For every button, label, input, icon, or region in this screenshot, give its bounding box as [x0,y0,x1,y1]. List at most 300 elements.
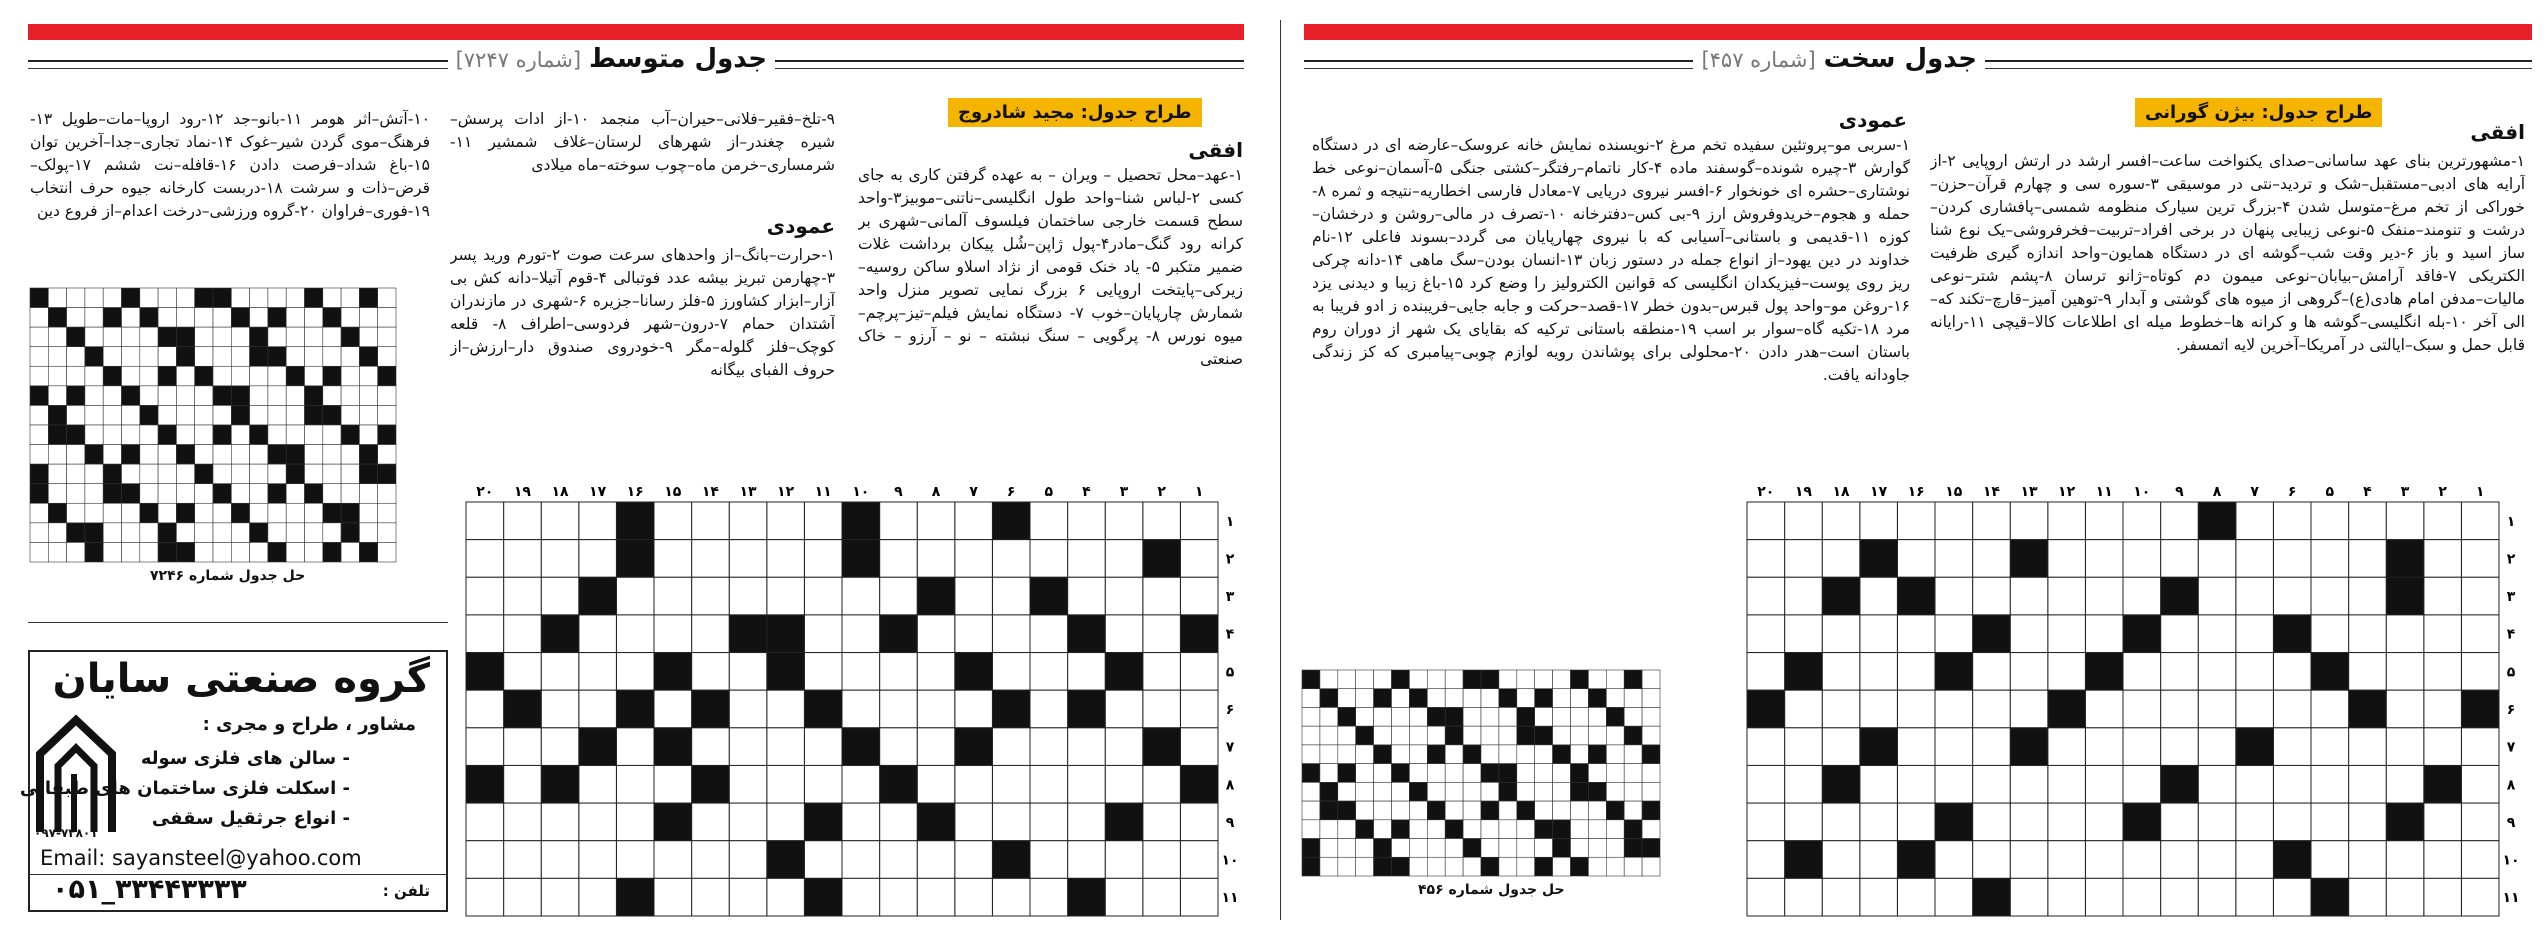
right-grid-cell[interactable] [2010,653,2048,691]
right-grid-cell[interactable] [1935,615,1973,653]
left-grid-cell[interactable] [1105,502,1143,540]
right-grid-cell[interactable] [1747,878,1785,916]
right-grid-cell[interactable] [2273,765,2311,803]
right-grid-cell[interactable] [2085,728,2123,766]
left-grid-cell[interactable] [1105,878,1143,916]
right-grid-cell[interactable] [1785,502,1823,540]
left-grid-cell[interactable] [729,728,767,766]
right-grid-cell[interactable] [2349,728,2387,766]
left-grid-cell[interactable] [842,653,880,691]
right-grid-cell[interactable] [1935,690,1973,728]
right-grid-cell[interactable] [1897,803,1935,841]
right-grid-cell[interactable] [1747,765,1785,803]
right-grid-cell[interactable] [2273,728,2311,766]
left-grid-cell[interactable] [842,690,880,728]
right-grid-cell[interactable] [1973,577,2011,615]
left-grid-cell[interactable] [466,577,504,615]
left-grid-cell[interactable] [692,803,730,841]
left-grid-cell[interactable] [1030,803,1068,841]
left-grid-cell[interactable] [917,502,955,540]
left-grid-cell[interactable] [917,765,955,803]
right-grid-cell[interactable] [2236,615,2274,653]
left-grid-cell[interactable] [692,502,730,540]
left-grid-cell[interactable] [767,690,805,728]
left-grid-cell[interactable] [654,878,692,916]
left-grid-cell[interactable] [616,728,654,766]
left-grid-cell[interactable] [917,615,955,653]
right-grid-cell[interactable] [2236,653,2274,691]
right-grid-cell[interactable] [2386,653,2424,691]
left-grid-cell[interactable] [729,577,767,615]
left-grid-cell[interactable] [692,615,730,653]
left-grid-cell[interactable] [842,577,880,615]
right-grid-cell[interactable] [2273,878,2311,916]
right-grid-cell[interactable] [2424,690,2462,728]
left-grid-cell[interactable] [654,577,692,615]
right-grid-cell[interactable] [2198,803,2236,841]
right-grid-cell[interactable] [1860,765,1898,803]
left-grid-cell[interactable] [504,803,542,841]
left-grid-cell[interactable] [917,878,955,916]
left-grid-cell[interactable] [992,540,1030,578]
left-grid-cell[interactable] [616,653,654,691]
right-grid-cell[interactable] [1860,841,1898,879]
right-grid-cell[interactable] [2198,878,2236,916]
left-grid-cell[interactable] [692,540,730,578]
left-grid-cell[interactable] [880,577,918,615]
left-grid-cell[interactable] [1068,540,1106,578]
right-grid-cell[interactable] [2010,803,2048,841]
left-grid-cell[interactable] [1105,690,1143,728]
right-grid-cell[interactable] [1973,728,2011,766]
right-grid-cell[interactable] [2048,728,2086,766]
right-grid-cell[interactable] [1747,540,1785,578]
right-grid-cell[interactable] [1785,728,1823,766]
right-grid-cell[interactable] [2236,841,2274,879]
left-grid-cell[interactable] [1143,690,1181,728]
left-grid-cell[interactable] [541,502,579,540]
right-grid-cell[interactable] [1897,728,1935,766]
left-grid-cell[interactable] [504,502,542,540]
right-grid-cell[interactable] [2010,841,2048,879]
left-grid-cell[interactable] [1068,577,1106,615]
left-grid-cell[interactable] [1105,577,1143,615]
left-grid-cell[interactable] [1030,841,1068,879]
right-grid-cell[interactable] [2010,615,2048,653]
right-grid-cell[interactable] [2161,502,2199,540]
left-grid-cell[interactable] [880,803,918,841]
right-grid-cell[interactable] [2461,577,2499,615]
left-grid-cell[interactable] [579,878,617,916]
right-grid-cell[interactable] [2311,765,2349,803]
right-grid-cell[interactable] [1785,577,1823,615]
right-grid-cell[interactable] [2198,841,2236,879]
right-grid-cell[interactable] [2349,577,2387,615]
left-grid-cell[interactable] [504,540,542,578]
left-grid-cell[interactable] [1105,765,1143,803]
right-grid-cell[interactable] [1822,653,1860,691]
right-grid-cell[interactable] [2386,765,2424,803]
right-grid-cell[interactable] [2085,540,2123,578]
left-grid-cell[interactable] [579,502,617,540]
right-grid-cell[interactable] [2198,765,2236,803]
right-grid-cell[interactable] [2273,540,2311,578]
left-grid-cell[interactable] [541,878,579,916]
left-grid-cell[interactable] [579,841,617,879]
right-grid-cell[interactable] [2386,841,2424,879]
right-grid-cell[interactable] [2123,728,2161,766]
left-grid-cell[interactable] [880,540,918,578]
right-grid-cell[interactable] [2123,653,2161,691]
left-grid-cell[interactable] [466,502,504,540]
left-grid-cell[interactable] [955,841,993,879]
right-grid-cell[interactable] [1973,502,2011,540]
right-grid-cell[interactable] [2085,765,2123,803]
left-grid-cell[interactable] [804,765,842,803]
left-grid-cell[interactable] [692,577,730,615]
right-grid-cell[interactable] [2198,690,2236,728]
left-grid-cell[interactable] [579,803,617,841]
left-grid-cell[interactable] [692,841,730,879]
left-grid-cell[interactable] [955,690,993,728]
right-grid-cell[interactable] [1897,540,1935,578]
left-grid-cell[interactable] [1030,765,1068,803]
left-grid-cell[interactable] [880,502,918,540]
left-grid-cell[interactable] [729,803,767,841]
right-grid-cell[interactable] [2123,577,2161,615]
right-grid-cell[interactable] [1747,841,1785,879]
left-grid-cell[interactable] [1180,728,1218,766]
ad-email[interactable]: Email: sayansteel@yahoo.com [40,846,362,870]
right-grid-cell[interactable] [2349,502,2387,540]
right-grid-cell[interactable] [2161,878,2199,916]
left-grid-cell[interactable] [466,803,504,841]
right-grid-cell[interactable] [2048,540,2086,578]
right-grid-cell[interactable] [2010,577,2048,615]
right-grid-cell[interactable] [2273,690,2311,728]
right-grid-cell[interactable] [2161,540,2199,578]
left-grid-cell[interactable] [955,803,993,841]
left-grid-cell[interactable] [880,878,918,916]
right-grid-cell[interactable] [2161,615,2199,653]
left-grid-cell[interactable] [955,765,993,803]
left-grid-cell[interactable] [992,728,1030,766]
left-grid-cell[interactable] [1068,803,1106,841]
right-grid-cell[interactable] [2349,540,2387,578]
left-grid-cell[interactable] [1180,878,1218,916]
left-grid-cell[interactable] [767,502,805,540]
right-grid-cell[interactable] [2386,690,2424,728]
right-grid-cell[interactable] [2424,615,2462,653]
left-grid-cell[interactable] [880,728,918,766]
left-grid-cell[interactable] [579,653,617,691]
left-grid-cell[interactable] [616,765,654,803]
left-grid-cell[interactable] [1143,615,1181,653]
right-grid-cell[interactable] [1747,803,1785,841]
right-grid-cell[interactable] [1747,615,1785,653]
right-grid-cell[interactable] [2461,728,2499,766]
left-grid-cell[interactable] [1143,577,1181,615]
right-grid-cell[interactable] [2010,502,2048,540]
left-grid-cell[interactable] [992,653,1030,691]
left-grid-cell[interactable] [1105,728,1143,766]
left-grid-cell[interactable] [654,540,692,578]
left-grid-cell[interactable] [842,803,880,841]
left-grid-cell[interactable] [1030,502,1068,540]
left-grid-cell[interactable] [729,540,767,578]
right-grid-cell[interactable] [2048,841,2086,879]
left-grid-cell[interactable] [1180,577,1218,615]
right-grid-cell[interactable] [2048,803,2086,841]
left-grid-cell[interactable] [729,502,767,540]
left-grid-cell[interactable] [1030,615,1068,653]
right-grid-cell[interactable] [1935,502,1973,540]
right-grid-cell[interactable] [2386,728,2424,766]
right-grid-cell[interactable] [2349,803,2387,841]
right-grid-cell[interactable] [1935,841,1973,879]
left-grid-cell[interactable] [729,841,767,879]
right-grid-cell[interactable] [2085,577,2123,615]
left-crossword-grid[interactable] [464,480,1244,920]
left-grid-cell[interactable] [466,690,504,728]
right-grid-cell[interactable] [1973,841,2011,879]
right-grid-cell[interactable] [1822,690,1860,728]
right-grid-cell[interactable] [2236,540,2274,578]
right-grid-cell[interactable] [1973,653,2011,691]
right-grid-cell[interactable] [1822,615,1860,653]
left-grid-cell[interactable] [1068,653,1106,691]
right-grid-cell[interactable] [2461,653,2499,691]
left-grid-cell[interactable] [880,653,918,691]
right-grid-cell[interactable] [1822,841,1860,879]
right-grid-cell[interactable] [1935,540,1973,578]
left-grid-cell[interactable] [804,653,842,691]
left-grid-cell[interactable] [804,615,842,653]
right-grid-cell[interactable] [2010,878,2048,916]
left-grid-cell[interactable] [692,878,730,916]
right-grid-cell[interactable] [2424,728,2462,766]
left-grid-cell[interactable] [767,765,805,803]
left-grid-cell[interactable] [504,765,542,803]
right-grid-cell[interactable] [2048,765,2086,803]
left-grid-cell[interactable] [880,690,918,728]
left-grid-cell[interactable] [1143,841,1181,879]
left-grid-cell[interactable] [1105,540,1143,578]
left-grid-cell[interactable] [1105,841,1143,879]
right-grid-cell[interactable] [2311,577,2349,615]
right-grid-cell[interactable] [2123,690,2161,728]
right-grid-cell[interactable] [1897,765,1935,803]
right-grid-cell[interactable] [2161,690,2199,728]
left-grid-cell[interactable] [955,615,993,653]
left-grid-cell[interactable] [1030,653,1068,691]
left-grid-cell[interactable] [504,728,542,766]
right-grid-cell[interactable] [1897,878,1935,916]
right-grid-cell[interactable] [2236,577,2274,615]
right-grid-cell[interactable] [2085,502,2123,540]
right-grid-cell[interactable] [2048,878,2086,916]
left-grid-cell[interactable] [842,765,880,803]
left-grid-cell[interactable] [955,502,993,540]
right-grid-cell[interactable] [2311,615,2349,653]
left-grid-cell[interactable] [1143,803,1181,841]
left-grid-cell[interactable] [504,841,542,879]
left-grid-cell[interactable] [504,615,542,653]
left-grid-cell[interactable] [842,841,880,879]
left-grid-cell[interactable] [1180,803,1218,841]
right-grid-cell[interactable] [2424,841,2462,879]
left-grid-cell[interactable] [541,653,579,691]
right-grid-cell[interactable] [1822,502,1860,540]
left-grid-cell[interactable] [729,878,767,916]
left-grid-cell[interactable] [692,653,730,691]
left-grid-cell[interactable] [804,728,842,766]
right-grid-cell[interactable] [1897,615,1935,653]
left-grid-cell[interactable] [541,540,579,578]
right-grid-cell[interactable] [2461,540,2499,578]
left-grid-cell[interactable] [1068,765,1106,803]
right-grid-cell[interactable] [2161,728,2199,766]
left-grid-cell[interactable] [541,690,579,728]
right-grid-cell[interactable] [2198,577,2236,615]
left-grid-cell[interactable] [767,878,805,916]
left-grid-cell[interactable] [729,765,767,803]
left-grid-cell[interactable] [917,728,955,766]
right-grid-cell[interactable] [1935,765,1973,803]
left-grid-cell[interactable] [1105,615,1143,653]
right-grid-cell[interactable] [2123,502,2161,540]
right-grid-cell[interactable] [1785,540,1823,578]
left-grid-cell[interactable] [504,653,542,691]
right-grid-cell[interactable] [2236,765,2274,803]
right-grid-cell[interactable] [2424,803,2462,841]
right-grid-cell[interactable] [2349,615,2387,653]
right-grid-cell[interactable] [2198,615,2236,653]
left-grid-cell[interactable] [804,540,842,578]
right-grid-cell[interactable] [1822,803,1860,841]
left-grid-cell[interactable] [654,690,692,728]
right-grid-cell[interactable] [2123,841,2161,879]
left-grid-cell[interactable] [767,728,805,766]
left-grid-cell[interactable] [729,690,767,728]
right-grid-cell[interactable] [1860,577,1898,615]
left-grid-cell[interactable] [1180,841,1218,879]
right-grid-cell[interactable] [1860,502,1898,540]
left-grid-cell[interactable] [579,615,617,653]
right-grid-cell[interactable] [1860,615,1898,653]
right-grid-cell[interactable] [2236,803,2274,841]
right-grid-cell[interactable] [2273,502,2311,540]
right-grid-cell[interactable] [2048,615,2086,653]
right-grid-cell[interactable] [2273,577,2311,615]
left-grid-cell[interactable] [955,577,993,615]
right-grid-cell[interactable] [1897,690,1935,728]
left-grid-cell[interactable] [955,878,993,916]
left-grid-cell[interactable] [466,728,504,766]
right-grid-cell[interactable] [2424,878,2462,916]
left-grid-cell[interactable] [466,878,504,916]
right-grid-cell[interactable] [2386,502,2424,540]
left-grid-cell[interactable] [579,765,617,803]
right-grid-cell[interactable] [2048,653,2086,691]
left-grid-cell[interactable] [1143,502,1181,540]
left-grid-cell[interactable] [616,615,654,653]
right-grid-cell[interactable] [2349,841,2387,879]
right-grid-cell[interactable] [2461,841,2499,879]
left-grid-cell[interactable] [1143,765,1181,803]
left-grid-cell[interactable] [804,841,842,879]
left-grid-cell[interactable] [654,502,692,540]
right-grid-cell[interactable] [2386,615,2424,653]
right-grid-cell[interactable] [2424,502,2462,540]
left-grid-cell[interactable] [541,841,579,879]
right-grid-cell[interactable] [1935,577,1973,615]
right-grid-cell[interactable] [2424,540,2462,578]
left-grid-cell[interactable] [1030,728,1068,766]
right-grid-cell[interactable] [1973,540,2011,578]
right-grid-cell[interactable] [2349,653,2387,691]
right-grid-cell[interactable] [2161,803,2199,841]
right-grid-cell[interactable] [2085,690,2123,728]
right-grid-cell[interactable] [2311,502,2349,540]
right-grid-cell[interactable] [2048,502,2086,540]
right-grid-cell[interactable] [2311,803,2349,841]
right-grid-cell[interactable] [2349,878,2387,916]
right-grid-cell[interactable] [2085,841,2123,879]
left-grid-cell[interactable] [729,653,767,691]
left-grid-cell[interactable] [579,690,617,728]
left-grid-cell[interactable] [654,765,692,803]
right-grid-cell[interactable] [1747,653,1785,691]
right-grid-cell[interactable] [2010,690,2048,728]
right-grid-cell[interactable] [2161,653,2199,691]
right-grid-cell[interactable] [2461,765,2499,803]
right-grid-cell[interactable] [2198,653,2236,691]
left-grid-cell[interactable] [1030,690,1068,728]
right-grid-cell[interactable] [1860,803,1898,841]
left-grid-cell[interactable] [654,841,692,879]
left-grid-cell[interactable] [654,615,692,653]
right-grid-cell[interactable] [1747,577,1785,615]
right-grid-cell[interactable] [1747,728,1785,766]
left-grid-cell[interactable] [616,841,654,879]
ad-phone[interactable]: ۰۵۱_۳۳۴۴۳۳۳۳ [52,874,247,905]
left-grid-cell[interactable] [804,502,842,540]
right-grid-cell[interactable] [2311,841,2349,879]
right-grid-cell[interactable] [1860,653,1898,691]
right-grid-cell[interactable] [2424,653,2462,691]
left-grid-cell[interactable] [917,540,955,578]
right-grid-cell[interactable] [1785,878,1823,916]
right-grid-cell[interactable] [1973,690,2011,728]
right-grid-cell[interactable] [2236,878,2274,916]
left-grid-cell[interactable] [579,540,617,578]
right-grid-cell[interactable] [1785,765,1823,803]
left-grid-cell[interactable] [767,540,805,578]
left-grid-cell[interactable] [1143,653,1181,691]
right-grid-cell[interactable] [2048,577,2086,615]
left-grid-cell[interactable] [992,577,1030,615]
left-grid-cell[interactable] [692,728,730,766]
right-grid-cell[interactable] [2461,615,2499,653]
left-grid-cell[interactable] [955,540,993,578]
right-grid-cell[interactable] [2010,765,2048,803]
left-grid-cell[interactable] [917,841,955,879]
left-grid-cell[interactable] [992,615,1030,653]
left-grid-cell[interactable] [767,577,805,615]
left-grid-cell[interactable] [541,728,579,766]
right-grid-cell[interactable] [2273,653,2311,691]
